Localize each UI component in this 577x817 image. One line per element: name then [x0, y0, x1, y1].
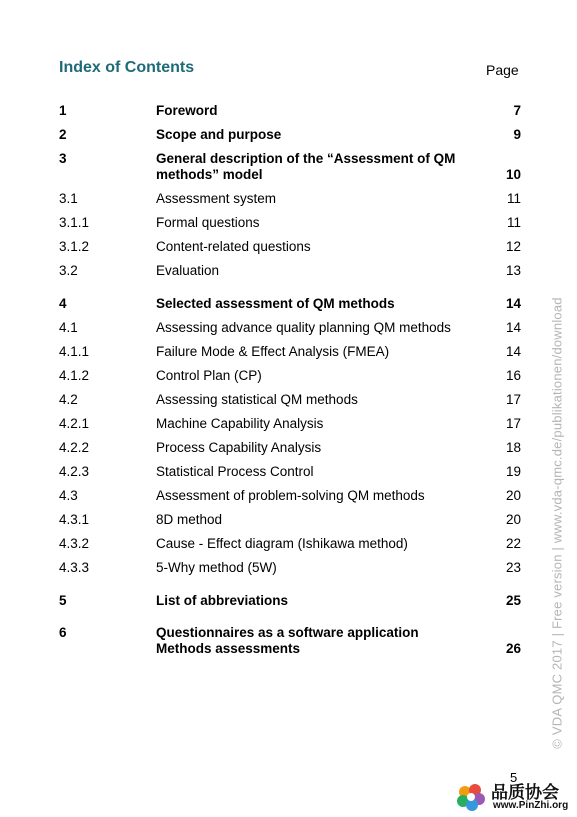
- toc-title: Selected assessment of QM methods: [156, 296, 395, 311]
- toc-title: Assessment system: [156, 191, 277, 206]
- toc-title: Failure Mode & Effect Analysis (FMEA): [156, 344, 390, 359]
- toc-title: Statistical Process Control: [156, 464, 314, 479]
- toc-title: Evaluation: [156, 263, 220, 278]
- toc-page: 16: [505, 368, 521, 383]
- toc-title: Formal questions: [156, 215, 260, 230]
- toc-number: 3.2: [59, 263, 78, 278]
- toc-title: Foreword: [156, 103, 218, 118]
- toc-page: 14: [505, 296, 521, 311]
- toc-page: 10: [505, 167, 521, 182]
- copyright-text: © VDA QMC 2017 | Free version | www.vda-qmc.de/publikationen/download: [549, 297, 565, 749]
- copyright-sidebar: [548, 268, 566, 778]
- toc-number: 4.2: [59, 392, 78, 407]
- toc-number: 4: [59, 296, 67, 311]
- toc-page: 17: [505, 416, 521, 431]
- toc-number: 4.2.2: [59, 440, 90, 455]
- toc-page: 14: [505, 320, 521, 335]
- toc-title: Machine Capability Analysis: [156, 416, 324, 431]
- logo-url: www.PinZhi.org: [493, 800, 569, 811]
- page-number: 5: [510, 770, 518, 785]
- toc-title: Scope and purpose: [156, 127, 282, 142]
- toc-number: 4.3.3: [59, 560, 90, 575]
- toc-number: 4.1.1: [59, 344, 90, 359]
- toc-number: 4.1: [59, 320, 78, 335]
- watermark-logo: [455, 778, 573, 814]
- toc-number: 1: [59, 103, 67, 118]
- toc-number: 3.1.1: [59, 215, 90, 230]
- toc-number: 6: [59, 625, 67, 640]
- toc-page: 12: [505, 239, 521, 254]
- toc-title: Assessing statistical QM methods: [156, 392, 358, 407]
- toc-number: 5: [59, 593, 67, 608]
- toc-number: 3.1: [59, 191, 78, 206]
- toc-title: List of abbreviations: [156, 593, 289, 608]
- toc-page: 11: [506, 215, 521, 230]
- toc-page: 17: [505, 392, 521, 407]
- toc-page: 14: [505, 344, 521, 359]
- toc-number: 4.1.2: [59, 368, 90, 383]
- toc-page: 26: [505, 641, 521, 656]
- toc-title: 5-Why method (5W): [156, 560, 277, 575]
- page-title: Index of Contents: [59, 59, 195, 76]
- toc-title: Content-related questions: [156, 239, 311, 254]
- toc-title: General description of the “Assessment of QM methods” model: [156, 151, 456, 182]
- toc-number: 4.3: [59, 488, 78, 503]
- toc-page: 20: [505, 512, 521, 527]
- toc-title: Control Plan (CP): [156, 368, 262, 383]
- toc-title: Questionnaires as a software application Methods assessments: [156, 625, 419, 656]
- toc-title: Cause - Effect diagram (Ishikawa method): [156, 536, 408, 551]
- toc-page: 11: [506, 191, 521, 206]
- logo-chinese-text: 品质协会: [491, 783, 559, 803]
- toc-title: Process Capability Analysis: [156, 440, 322, 455]
- toc-number: 4.2.3: [59, 464, 90, 479]
- toc-number: 3: [59, 151, 67, 166]
- toc-number: 4.3.1: [59, 512, 90, 527]
- toc-number: 3.1.2: [59, 239, 90, 254]
- toc-page: 22: [505, 536, 521, 551]
- toc-page: 23: [505, 560, 521, 575]
- toc-page: 7: [513, 103, 521, 118]
- toc-title: Assessing advance quality planning QM methods: [156, 320, 451, 335]
- toc-number: 4.3.2: [59, 536, 90, 551]
- toc-number: 4.2.1: [59, 416, 90, 431]
- toc-number: 2: [59, 127, 67, 142]
- toc-page: 9: [513, 127, 521, 142]
- page-column-header: Page: [486, 62, 519, 78]
- toc-title: Assessment of problem-solving QM methods: [156, 488, 425, 503]
- toc-page: 18: [505, 440, 521, 455]
- flower-logo-icon: [455, 782, 487, 812]
- toc-title: 8D method: [156, 512, 223, 527]
- toc-page: 13: [505, 263, 521, 278]
- toc-page: 20: [505, 488, 521, 503]
- toc-page: 25: [505, 593, 521, 608]
- toc-page: 19: [505, 464, 521, 479]
